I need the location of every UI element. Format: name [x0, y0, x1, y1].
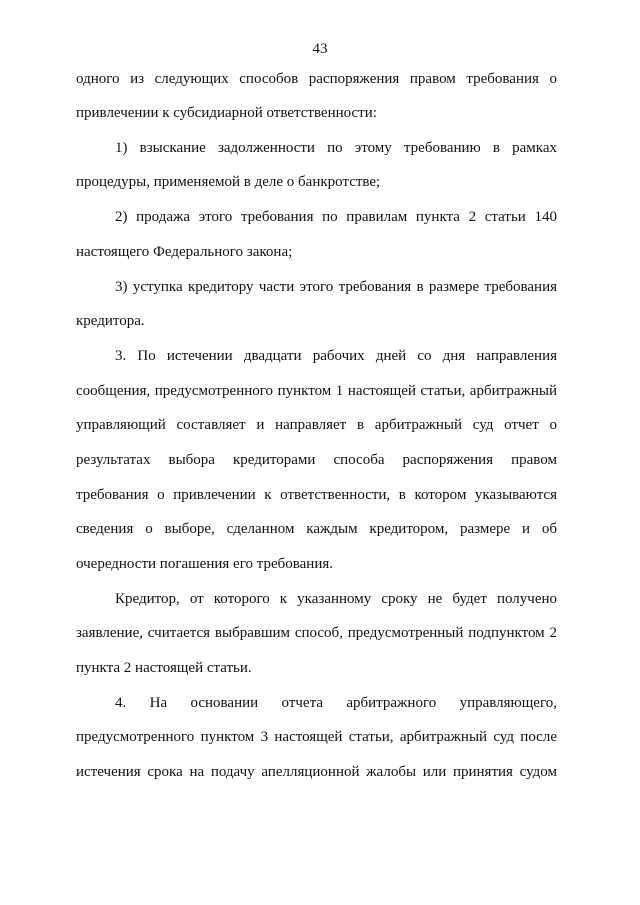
- text-line: результатах выбора кредиторами способа распоряжения правом: [76, 452, 557, 468]
- text-line: управляющий составляет и направляет в арбитражный суд отчет о: [76, 417, 557, 433]
- text-line: сведения о выборе, сделанном каждым кредитором, размере и об: [76, 521, 557, 537]
- text-line: истечения срока на подачу апелляционной жалобы или принятия судом: [76, 764, 557, 780]
- text-line: пункта 2 настоящей статьи.: [76, 660, 252, 676]
- text-line: кредитора.: [76, 313, 145, 329]
- page-number: 43: [312, 41, 328, 57]
- text-line: привлечении к субсидиарной ответственности:: [76, 105, 377, 121]
- text-line: одного из следующих способов распоряжения правом требования о: [76, 71, 557, 87]
- text-line: очередности погашения его требования.: [76, 556, 334, 572]
- text-line: 3. По истечении двадцати рабочих дней со дня направления: [115, 348, 557, 364]
- text-line: настоящего Федерального закона;: [76, 244, 293, 260]
- text-line: 1) взыскание задолженности по этому требованию в рамках: [115, 140, 557, 156]
- text-line: 3) уступка кредитору части этого требования в размере требования: [115, 279, 557, 295]
- text-line: сообщения, предусмотренного пунктом 1 настоящей статьи, арбитражный: [76, 383, 557, 399]
- text-line: предусмотренного пунктом 3 настоящей статьи, арбитражный суд после: [76, 729, 557, 745]
- text-line: Кредитор, от которого к указанному сроку не будет получено: [115, 591, 557, 607]
- text-line: заявление, считается выбравшим способ, предусмотренный подпунктом 2: [76, 625, 557, 641]
- text-line: процедуры, применяемой в деле о банкротстве;: [76, 174, 381, 190]
- text-line: 4. На основании отчета арбитражного управляющего,: [115, 695, 557, 711]
- text-line: требования о привлечении к ответственности, в котором указываются: [76, 487, 557, 503]
- text-line: 2) продажа этого требования по правилам пункта 2 статьи 140: [115, 209, 557, 225]
